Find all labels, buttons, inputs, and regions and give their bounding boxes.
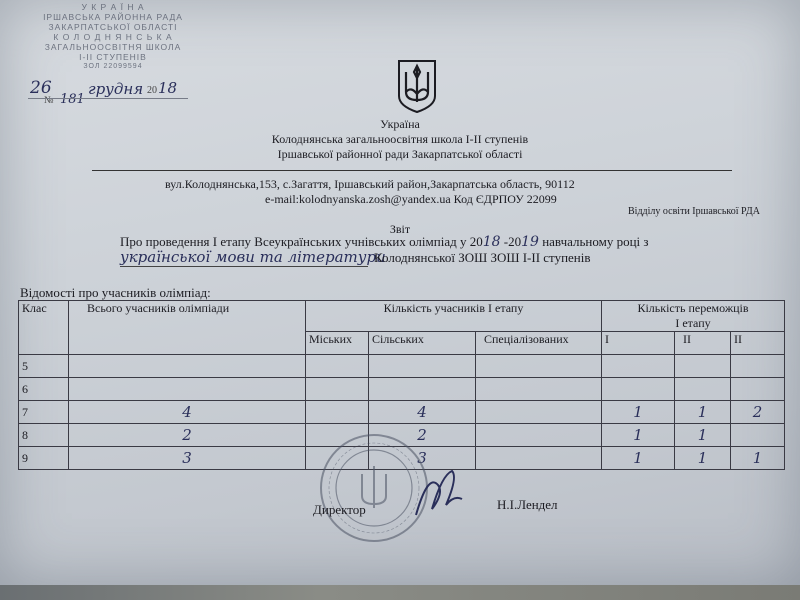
reg-date-year: 18 [158, 79, 178, 97]
row-rural: 4 [369, 401, 476, 424]
reg-number-prefix: № [44, 95, 54, 106]
row-place-3 [731, 378, 785, 401]
row-rural: 2 [369, 424, 476, 447]
row-specialized [476, 447, 602, 470]
table-header-row [19, 301, 785, 332]
header-email: e-mail:kolodnyanska.zosh@yandex.ua Код ЄДРПОУ 22099 [265, 192, 557, 206]
header-school-name: Колоднянська загальноосвітня школа І-ІІ ступенів [271, 132, 529, 146]
reg-stamp-line: ІРШАВСЬКА РАЙОННА РАДА [43, 12, 183, 22]
header-class: Клас [19, 301, 69, 355]
row-urban [306, 378, 369, 401]
row-place-1: 1 [602, 401, 675, 424]
row-place-1: 1 [602, 424, 675, 447]
row-specialized [476, 378, 602, 401]
row-place-2: 1 [675, 447, 731, 470]
row-total: 3 [69, 447, 306, 470]
report-school: Колоднянської ЗОШ ЗОШ І-ІІ ступенів [374, 250, 591, 265]
row-place-1: 1 [602, 447, 675, 470]
row-specialized [476, 424, 602, 447]
report-line-1-after: навчальному році з [538, 234, 649, 249]
row-rural: 3 [369, 447, 476, 470]
reg-date-day: 26 [30, 78, 52, 98]
director-title: Директор [313, 502, 366, 517]
subheader-specialized: Спеціалізованих [476, 332, 602, 355]
row-place-2 [675, 355, 731, 378]
header-winners [602, 301, 785, 332]
header-winners-sub: І етапу [675, 316, 711, 330]
row-class: 8 [19, 424, 69, 447]
header-stage1: Кількість учасників І етапу [306, 301, 602, 332]
year-start: 18 [482, 234, 501, 250]
header-winners-label: Кількість переможців [637, 301, 749, 315]
row-specialized [476, 401, 602, 424]
row-place-2 [675, 378, 731, 401]
reg-stamp-line: ЗОЛ 22099594 [83, 63, 143, 70]
trident-emblem-icon [396, 58, 438, 114]
reg-date-month: грудня [88, 80, 144, 98]
reg-stamp-line: У К Р А Ї Н А [81, 2, 145, 12]
report-line-1-text: Про проведення І етапу Всеукраїнських учнівських олімпіад у 20 [120, 234, 483, 249]
subject: української мови та літератури [120, 248, 386, 266]
table-label: Відомості про учасників олімпіад: [20, 285, 211, 300]
table-row [19, 378, 785, 401]
header-total: Всього учасників олімпіади [69, 301, 306, 355]
row-class: 6 [19, 378, 69, 401]
reg-stamp-line: К О Л О Д Н Я Н С Ь К А [53, 32, 173, 42]
row-class: 5 [19, 355, 69, 378]
report-title: Звіт [389, 222, 411, 236]
header-country: Україна [380, 117, 420, 131]
table-row [19, 355, 785, 378]
reg-stamp-line: І-ІІ СТУПЕНІВ [79, 52, 147, 62]
row-place-3 [731, 424, 785, 447]
row-total: 2 [69, 424, 306, 447]
row-rural [369, 378, 476, 401]
table-row [19, 401, 785, 424]
row-place-3: 1 [731, 447, 785, 470]
subheader-rural: Сільських [369, 332, 476, 355]
subheader-place-1: І [602, 332, 675, 355]
row-place-1 [602, 355, 675, 378]
row-total [69, 355, 306, 378]
reg-underline [28, 98, 188, 99]
subheader-place-3: ІІ [731, 332, 785, 355]
reg-stamp-line: ЗАКАРПАТСЬКОЇ ОБЛАСТІ [48, 22, 178, 32]
row-class: 9 [19, 447, 69, 470]
reg-year-prefix: 20 [147, 85, 157, 96]
year-end: 19 [521, 234, 539, 250]
row-place-3 [731, 355, 785, 378]
table-surface [0, 585, 800, 600]
reg-stamp-line: ЗАГАЛЬНООСВІТНЯ ШКОЛА [44, 42, 182, 52]
subheader-urban: Міських [306, 332, 369, 355]
header-address: вул.Колоднянська,153, с.Загаття, Іршавський район,Закарпатська область, 90112 [165, 177, 575, 191]
row-specialized [476, 355, 602, 378]
row-total [69, 378, 306, 401]
director-signature-icon [408, 465, 468, 525]
row-place-1 [602, 378, 675, 401]
row-total: 4 [69, 401, 306, 424]
row-urban [306, 355, 369, 378]
recipient: Відділу освіти Іршавської РДА [628, 206, 760, 217]
row-class: 7 [19, 401, 69, 424]
row-place-2: 1 [675, 424, 731, 447]
row-place-2: 1 [675, 401, 731, 424]
header-council: Іршавської районної ради Закарпатської області [277, 147, 523, 161]
report-line-2 [120, 248, 591, 267]
row-urban [306, 401, 369, 424]
report-line-1-mid: -20 [500, 234, 522, 249]
header-divider [92, 170, 732, 171]
row-place-3: 2 [731, 401, 785, 424]
director-name: Н.І.Лендел [497, 497, 558, 512]
subheader-place-2: ІІ [675, 332, 731, 355]
reg-number: 181 [60, 92, 85, 107]
row-rural [369, 355, 476, 378]
